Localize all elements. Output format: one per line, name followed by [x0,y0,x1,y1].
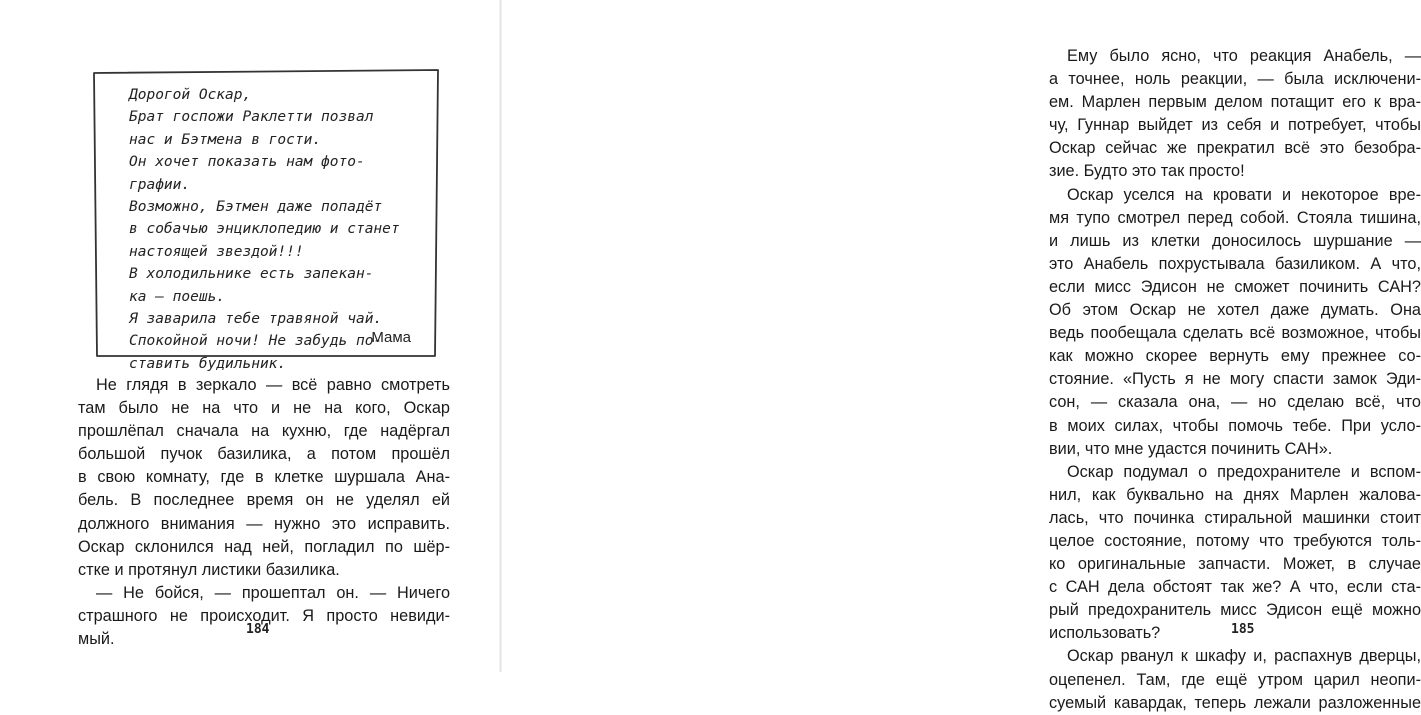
text-line: вии, что мне удастся починить САН». [1049,439,1333,458]
text-line: страшного не происходит. Я просто невиди- [78,606,450,625]
left-page [0,0,500,672]
text-line: Оскар уселся на кровати и некоторое вре- [1067,185,1421,204]
text-line: стояние. «Пусть я не могу спасти замок Эди- [1049,370,1421,389]
text-line: а точнее, ноль реакции, — была исключени- [1049,70,1421,89]
text-line: стке и протянул листики базилика. [78,560,340,579]
text-line: если мисс Эдисон не сможет починить САН? [1049,277,1421,296]
text-line: с САН дела обстоят так же? А что, если ста- [1049,578,1421,597]
text-line: в свою комнату, где в клетке шуршала Ана- [78,468,450,487]
text-line: в собачью энциклопедию и станет [129,221,400,238]
text-line: Ему было ясно, что реакция Анабель, — [1067,47,1421,65]
text-line: как можно скорее вернуть ему прежнее со- [1049,347,1421,366]
text-line: в моих силах, чтобы помочь тебе. При усло- [1049,416,1421,435]
text-line: большой пучок базилика, а потом прошёл [78,445,450,464]
text-line: сон, — сказала она, — но сделаю всё, что [1049,393,1421,412]
left-body-text [78,374,450,651]
text-line: Оскар подумал о предохранителе и вспом- [1067,462,1421,481]
page-number-right: 185 [1231,622,1255,637]
text-line: Не глядя в зеркало — всё равно смотреть [96,376,450,394]
text-line: Оскар сейчас же прекратил всё это безобра- [1049,139,1421,158]
note-lines [129,84,409,375]
text-line: суемый кавардак, теперь лежали разложенные [1049,693,1421,712]
text-line: ка — поешь. [129,288,226,305]
text-line: ко оригинальные запчасти. Может, в случае [1049,555,1421,574]
text-line: рый предохранитель мисс Эдисон ещё можно [1049,601,1421,620]
right-body-text [1049,45,1421,715]
text-line: ведь пообещала сделать всё возможное, чтобы [1049,324,1421,343]
text-line: это Анабель похрустывала базиликом. А что, [1049,254,1421,273]
text-line: Я заварила тебе травяной чай. [129,311,383,328]
text-line: ем. Марлен первым делом потащит его к вра- [1049,93,1421,112]
text-line: нил, как буквально на днях Марлен жалова- [1049,485,1421,504]
text-line: зие. Будто это так просто! [1049,162,1245,181]
text-line: там было не на что и не на кого, Оскар [78,399,450,418]
text-line: графии. [129,176,191,193]
text-line: оцепенел. Там, где ещё утром царил неопи- [1049,670,1421,689]
text-line: нас и Бэтмена в гости. [129,131,322,148]
text-line: Оскар рванул к шкафу и, распахнув дверцы, [1067,647,1421,666]
text-line: Он хочет показать нам фото- [129,154,365,171]
text-line: мя тупо смотрел перед собой. Стояла тишина, [1049,208,1421,227]
text-line: использовать? [1049,624,1161,643]
text-line: прошлёпал сначала на кухню, где надёргал [78,422,450,441]
text-line: и лишь из клетки доносилось шуршание — [1049,231,1421,250]
handwritten-note [91,67,441,372]
text-line: бель. В последнее время он не уделял ей [78,491,450,510]
text-line: мый. [78,630,115,649]
text-line: — Не бойся, — прошептал он. — Ничего [96,583,450,602]
text-line: В холодильнике есть запекан- [129,266,374,283]
note-signature: Мама [371,329,411,346]
text-line: целое состояние, потому что требуются толь- [1049,531,1421,550]
text-line: ставить будильник. [129,355,287,372]
text-line: должного внимания — нужно это исправить. [78,514,450,533]
text-line: Об этом Оскар не хотел даже думать. Она [1049,301,1421,320]
text-line: Возможно, Бэтмен даже попадёт [129,199,383,216]
text-line: лась, что починка стиральной машинки стоит [1049,508,1421,527]
text-line: Дорогой Оскар, [129,87,252,103]
text-line: настоящей звездой!!! [129,243,304,260]
text-line: чу, Гуннар выйдет из себя и потребует, чтобы [1049,116,1421,135]
page-number-left: 184 [246,622,270,637]
right-page [501,0,1421,712]
text-line: Оскар склонился над ней, погладил по шёр- [78,537,450,556]
text-line: Спокойной ночи! Не забудь по- [129,333,383,350]
text-line: Брат госпожи Раклетти позвал [129,109,374,126]
